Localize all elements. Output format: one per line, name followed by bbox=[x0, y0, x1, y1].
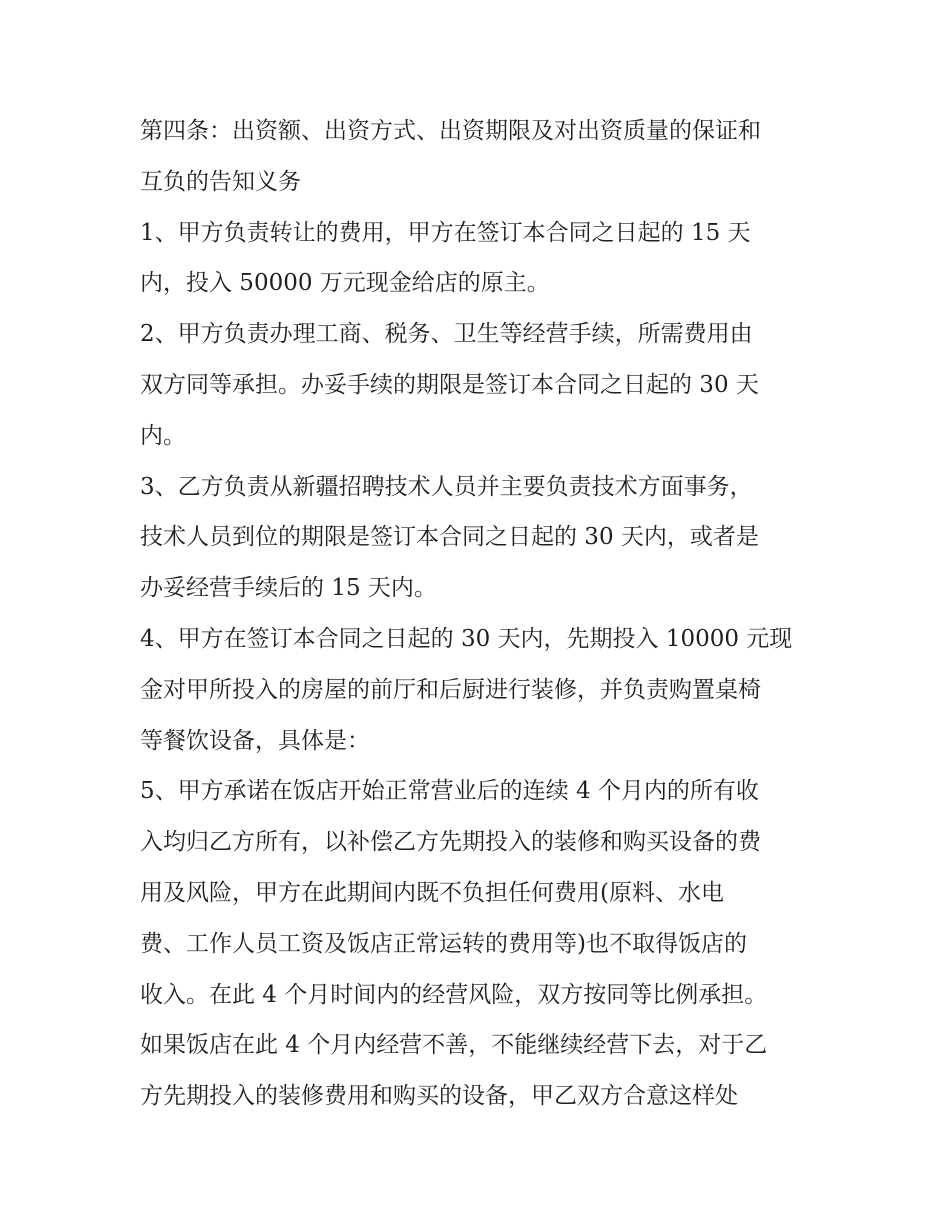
clause-1-line: 1、甲方负责转让的费用，甲方在签订本合同之日起的 15 天 bbox=[140, 219, 751, 246]
clause-5-line: 入均归乙方所有，以补偿乙方先期投入的装修和购买设备的费 bbox=[140, 829, 761, 856]
clause-5-line: 方先期投入的装修费用和购买的设备，甲乙双方合意这样处 bbox=[140, 1083, 738, 1110]
clause-3-line: 3、乙方负责从新疆招聘技术人员并主要负责技术方面事务， bbox=[140, 473, 753, 500]
clause-5-line: 收入。在此 4 个月时间内的经营风险，双方按同等比例承担。 bbox=[140, 981, 768, 1008]
clause-4-line: 金对甲所投入的房屋的前厅和后厨进行装修，并负责购置桌椅 bbox=[140, 676, 761, 703]
clause-5-line: 5、甲方承诺在饭店开始正常营业后的连续 4 个月内的所有收 bbox=[140, 778, 759, 805]
clause-2-line: 双方同等承担。办妥手续的期限是签订本合同之日起的 30 天 bbox=[140, 371, 759, 398]
clause-1-line: 内，投入 50000 万元现金给店的原主。 bbox=[140, 270, 550, 297]
clause-3-line: 办妥经营手续后的 15 天内。 bbox=[140, 575, 437, 602]
document-body bbox=[140, 106, 820, 1122]
clause-2-line: 内。 bbox=[140, 422, 186, 449]
clause-4-line: 4、甲方在签订本合同之日起的 30 天内，先期投入 10000 元现 bbox=[140, 625, 793, 652]
clause-5-line: 用及风险，甲方在此期间内既不负担任何费用(原料、水电 bbox=[140, 879, 724, 906]
clause-5-line: 如果饭店在此 4 个月内经营不善，不能继续经营下去，对于乙 bbox=[140, 1032, 768, 1059]
clause-2-line: 2、甲方负责办理工商、税务、卫生等经营手续，所需费用由 bbox=[140, 321, 753, 348]
article-4-heading: 第四条：出资额、出资方式、出资期限及对出资质量的保证和 bbox=[140, 118, 761, 144]
clause-3-line: 技术人员到位的期限是签订本合同之日起的 30 天内，或者是 bbox=[140, 524, 759, 551]
clause-4-line: 等餐饮设备，具体是： bbox=[140, 727, 370, 754]
article-4-heading-continued: 互负的告知义务 bbox=[140, 168, 301, 195]
clause-5-line: 费、工作人员工资及饭店正常运转的费用等)也不取得饭店的 bbox=[140, 930, 747, 957]
